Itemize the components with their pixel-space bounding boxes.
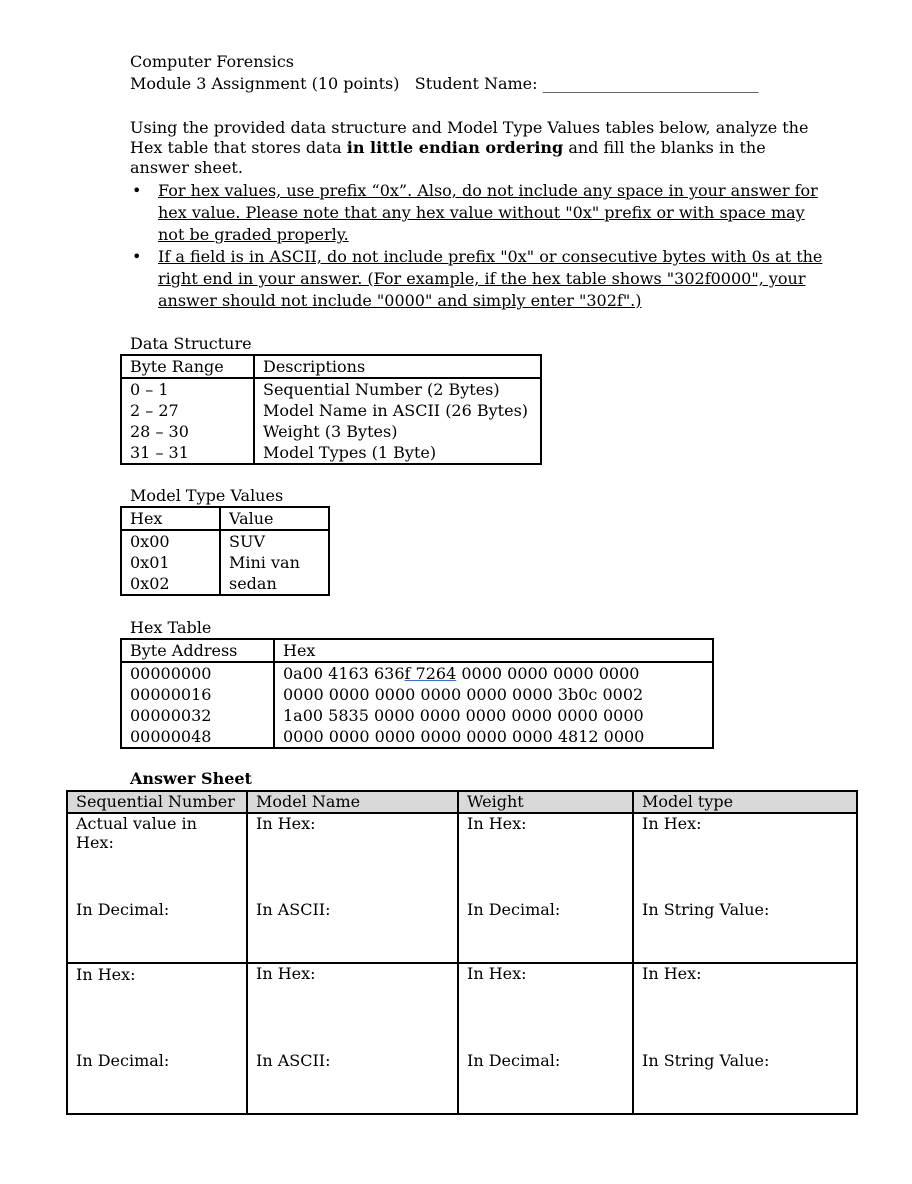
hex-cell: 0x00 xyxy=(130,532,170,551)
column-header: Byte Range xyxy=(121,355,254,378)
byte-address-cell: 00000048 xyxy=(130,727,212,746)
intro-bold-text: in little endian ordering xyxy=(346,138,564,157)
column-header: Hex xyxy=(121,507,220,530)
column-header: Weight xyxy=(458,791,633,813)
table-row xyxy=(121,705,713,726)
description-cell: Model Name in ASCII (26 Bytes) xyxy=(254,400,541,421)
answer-cell[interactable]: In Hex: xyxy=(458,963,633,1051)
table-row xyxy=(121,400,541,421)
instructions-paragraph xyxy=(130,118,820,178)
byte-address-cell: 00000032 xyxy=(130,706,212,725)
answer-row-bottom xyxy=(67,900,857,963)
table-row xyxy=(121,684,713,705)
hex-cell: 0x02 xyxy=(130,574,170,593)
answer-cell[interactable]: In ASCII: xyxy=(247,1051,458,1114)
answer-cell[interactable]: In Hex: xyxy=(67,963,247,1051)
table-row xyxy=(121,378,541,400)
intro-text-2: and fill the blanks in the answer sheet. xyxy=(130,138,766,177)
byte-range-cell: 0 – 1 xyxy=(130,380,169,399)
bullet-dot-icon: • xyxy=(132,247,142,266)
column-header: Model Name xyxy=(247,791,458,813)
hex-table-title: Hex Table xyxy=(130,618,212,637)
value-cell: SUV xyxy=(220,530,329,552)
answer-cell[interactable]: In ASCII: xyxy=(247,900,458,963)
table-header-row xyxy=(121,639,713,662)
byte-range-cell: 28 – 30 xyxy=(130,422,189,441)
hex-text: 0000 0000 0000 0000 xyxy=(456,664,640,683)
byte-range-cell: 31 – 31 xyxy=(130,443,189,462)
bullet-dot-icon: • xyxy=(132,181,142,200)
answer-cell[interactable]: In String Value: xyxy=(633,900,857,963)
description-cell: Sequential Number (2 Bytes) xyxy=(254,378,541,400)
column-header: Value xyxy=(220,507,329,530)
assignment-header xyxy=(130,73,759,95)
table-row xyxy=(121,442,541,464)
value-cell: sedan xyxy=(220,573,329,595)
description-cell: Model Types (1 Byte) xyxy=(254,442,541,464)
column-header: Sequential Number xyxy=(67,791,247,813)
assignment-title: Module 3 Assignment (10 points) xyxy=(130,74,400,93)
answer-row-bottom xyxy=(67,1051,857,1114)
table-header-row xyxy=(121,507,329,530)
answer-sheet-table xyxy=(66,790,858,1115)
table-header-row xyxy=(121,355,541,378)
hex-cell: 0000 0000 0000 0000 0000 0000 3b0c 0002 xyxy=(274,684,713,705)
table-header-row xyxy=(67,791,857,813)
description-cell: Weight (3 Bytes) xyxy=(254,421,541,442)
answer-cell[interactable]: In Hex: xyxy=(458,813,633,900)
answer-row-top xyxy=(67,813,857,900)
instruction-bullets xyxy=(130,180,830,312)
value-cell: Mini van xyxy=(220,552,329,573)
hex-text-marked: f 7264 xyxy=(404,664,457,683)
data-structure-table xyxy=(120,354,542,465)
table-row xyxy=(121,573,329,595)
course-title: Computer Forensics xyxy=(130,52,295,71)
answer-sheet-title: Answer Sheet xyxy=(130,769,252,788)
table-row xyxy=(121,726,713,748)
byte-range-cell: 2 – 27 xyxy=(130,401,179,420)
byte-address-cell: 00000000 xyxy=(130,664,212,683)
column-header: Hex xyxy=(274,639,713,662)
answer-cell[interactable]: In Hex: xyxy=(633,813,857,900)
answer-row-top xyxy=(67,963,857,1051)
table-row xyxy=(121,421,541,442)
model-type-values-title: Model Type Values xyxy=(130,486,284,505)
intro-text-1: Using the provided data structure and Model Type Values tables below, analyze the Hex table that stores data xyxy=(130,118,809,157)
column-header: Descriptions xyxy=(254,355,541,378)
column-header: Model type xyxy=(633,791,857,813)
answer-cell[interactable]: In Decimal: xyxy=(458,1051,633,1114)
table-row xyxy=(121,530,329,552)
data-structure-title: Data Structure xyxy=(130,334,252,353)
answer-cell[interactable]: Actual value in Hex: xyxy=(67,813,247,900)
hex-text: 0a00 4163 636 xyxy=(283,664,405,683)
hex-cell xyxy=(274,662,713,684)
bullet-item xyxy=(130,246,830,312)
answer-cell[interactable]: In Decimal: xyxy=(67,900,247,963)
bullet-text: If a field is in ASCII, do not include prefix "0x" or consecutive bytes with 0s at the right end in your answer. (For example, if the hex table shows "302f0000", your answer should not include "0000" and simply enter "302f".) xyxy=(158,247,823,310)
hex-cell: 1a00 5835 0000 0000 0000 0000 0000 0000 xyxy=(274,705,713,726)
answer-cell[interactable]: In String Value: xyxy=(633,1051,857,1114)
bullet-text: For hex values, use prefix “0x”. Also, do not include any space in your answer for hex value. Please note that any hex value without "0x" prefix or with space may not be graded properly. xyxy=(158,181,818,244)
student-name-label: Student Name: ___________________________ xyxy=(414,74,759,93)
bullet-item xyxy=(130,180,830,246)
model-type-values-table xyxy=(120,506,330,596)
hex-cell: 0000 0000 0000 0000 0000 0000 4812 0000 xyxy=(274,726,713,748)
table-row xyxy=(121,552,329,573)
answer-cell[interactable]: In Decimal: xyxy=(458,900,633,963)
column-header: Byte Address xyxy=(121,639,274,662)
hex-cell: 0x01 xyxy=(130,553,170,572)
byte-address-cell: 00000016 xyxy=(130,685,212,704)
answer-cell[interactable]: In Hex: xyxy=(247,963,458,1051)
answer-cell[interactable]: In Hex: xyxy=(633,963,857,1051)
hex-table xyxy=(120,638,714,749)
table-row xyxy=(121,662,713,684)
answer-cell[interactable]: In Decimal: xyxy=(67,1051,247,1114)
answer-cell[interactable]: In Hex: xyxy=(247,813,458,900)
